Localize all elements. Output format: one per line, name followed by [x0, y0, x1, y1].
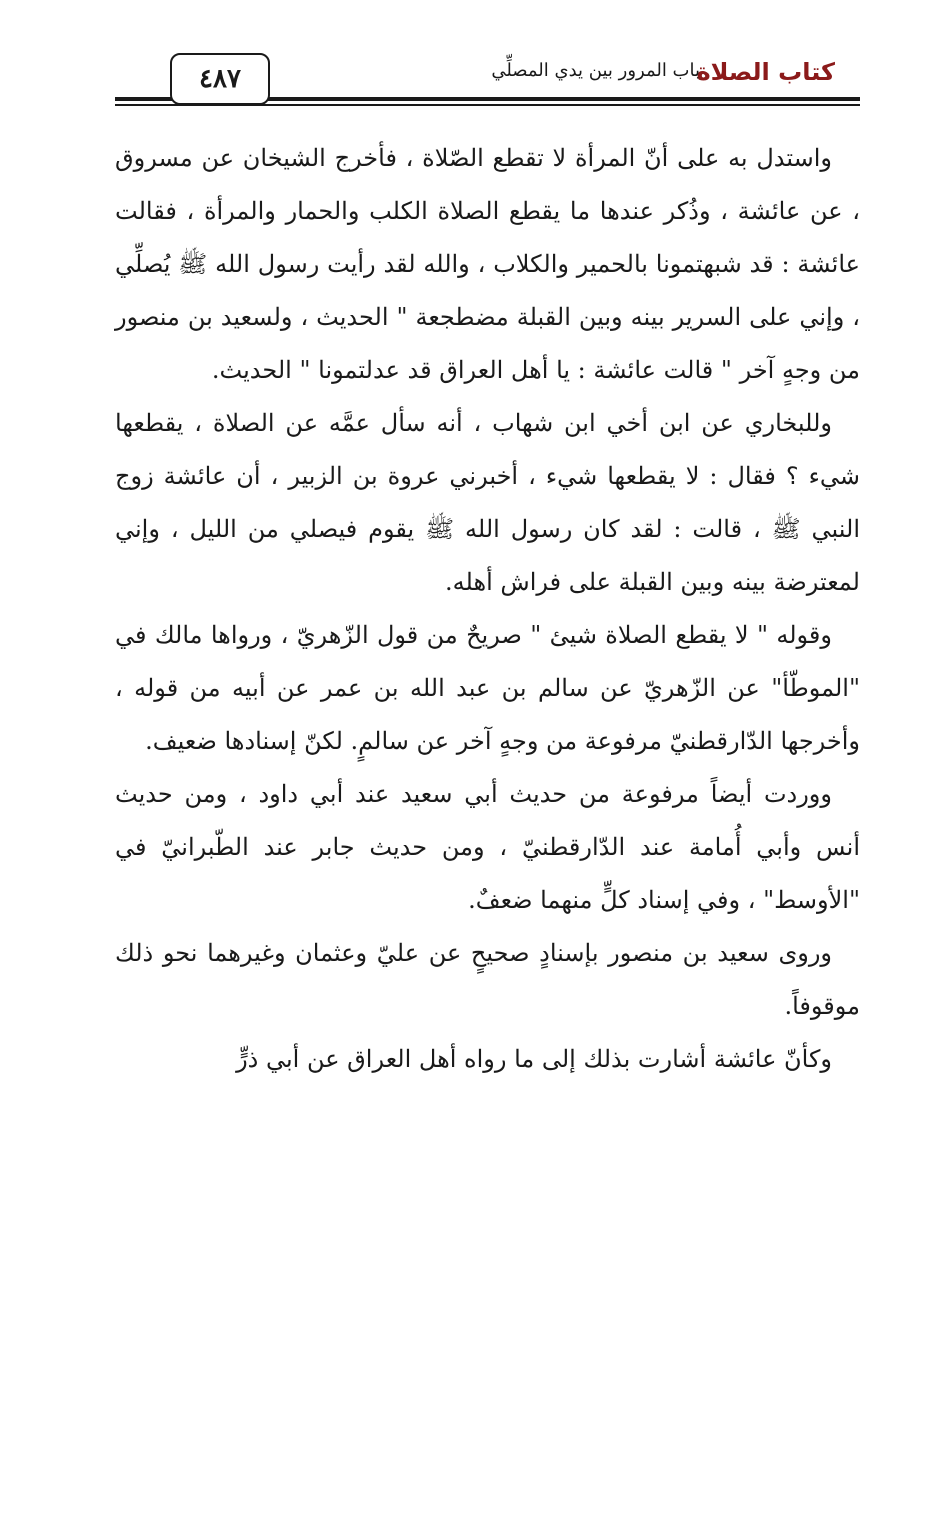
paragraph: وكأنّ عائشة أشارت بذلك إلى ما رواه أهل العراق عن أبي ذرٍّ	[236, 1045, 832, 1073]
chapter-title: باب المرور بين يدي المصلِّي	[491, 60, 700, 81]
page-number: ٤٨٧	[170, 53, 270, 105]
paragraph: ووردت أيضاً مرفوعة من حديث أبي سعيد عند أبي داود ، ومن حديث أنس وأبي أُمامة عند الدّارقطنيّ ، ومن حديث جابر عند الطّبرانيّ في "الأوسط" ، وفي إسناد كلٍّ منهما ضعفٌ.	[115, 780, 860, 914]
paragraph: وروى سعيد بن منصور بإسنادٍ صحيحٍ عن عليّ وعثمان وغيرهما نحو ذلك موقوفاً.	[115, 939, 860, 1020]
page-body	[115, 132, 860, 1086]
page-header	[0, 0, 945, 110]
paragraph: وقوله " لا يقطع الصلاة شيئ " صريحٌ من قول الزّهريّ ، ورواها مالك في "الموطّأ" عن الزّهريّ عن سالم بن عبد الله بن عمر عن أبيه من قوله ، وأخرجها الدّارقطنيّ مرفوعة من وجهٍ آخر عن سالمٍ. لكنّ إسنادها ضعيف.	[115, 621, 860, 755]
paragraph: وللبخاري عن ابن أخي ابن شهاب ، أنه سأل عمَّه عن الصلاة ، يقطعها شيء ؟ فقال : لا يقطعها شيء ، أخبرني عروة بن الزبير ، أن عائشة زوج النبي ﷺ ، قالت : لقد كان رسول الله ﷺ يقوم فيصلي من الليل ، وإني لمعترضة بينه وبين القبلة على فراش أهله.	[115, 409, 860, 596]
paragraph: واستدل به على أنّ المرأة لا تقطع الصّلاة ، فأخرج الشيخان عن مسروق ، عن عائشة ، وذُكر عندها ما يقطع الصلاة الكلب والحمار والمرأة ، فقالت عائشة : قد شبهتمونا بالحمير والكلاب ، والله لقد رأيت رسول الله ﷺ يُصلِّي ، وإني على السرير بينه وبين القبلة مضطجعة " الحديث ، ولسعيد بن منصور من وجهٍ آخر " قالت عائشة : يا أهل العراق قد عدلتمونا " الحديث.	[115, 144, 861, 384]
book-title: كتاب الصلاة	[696, 58, 835, 86]
